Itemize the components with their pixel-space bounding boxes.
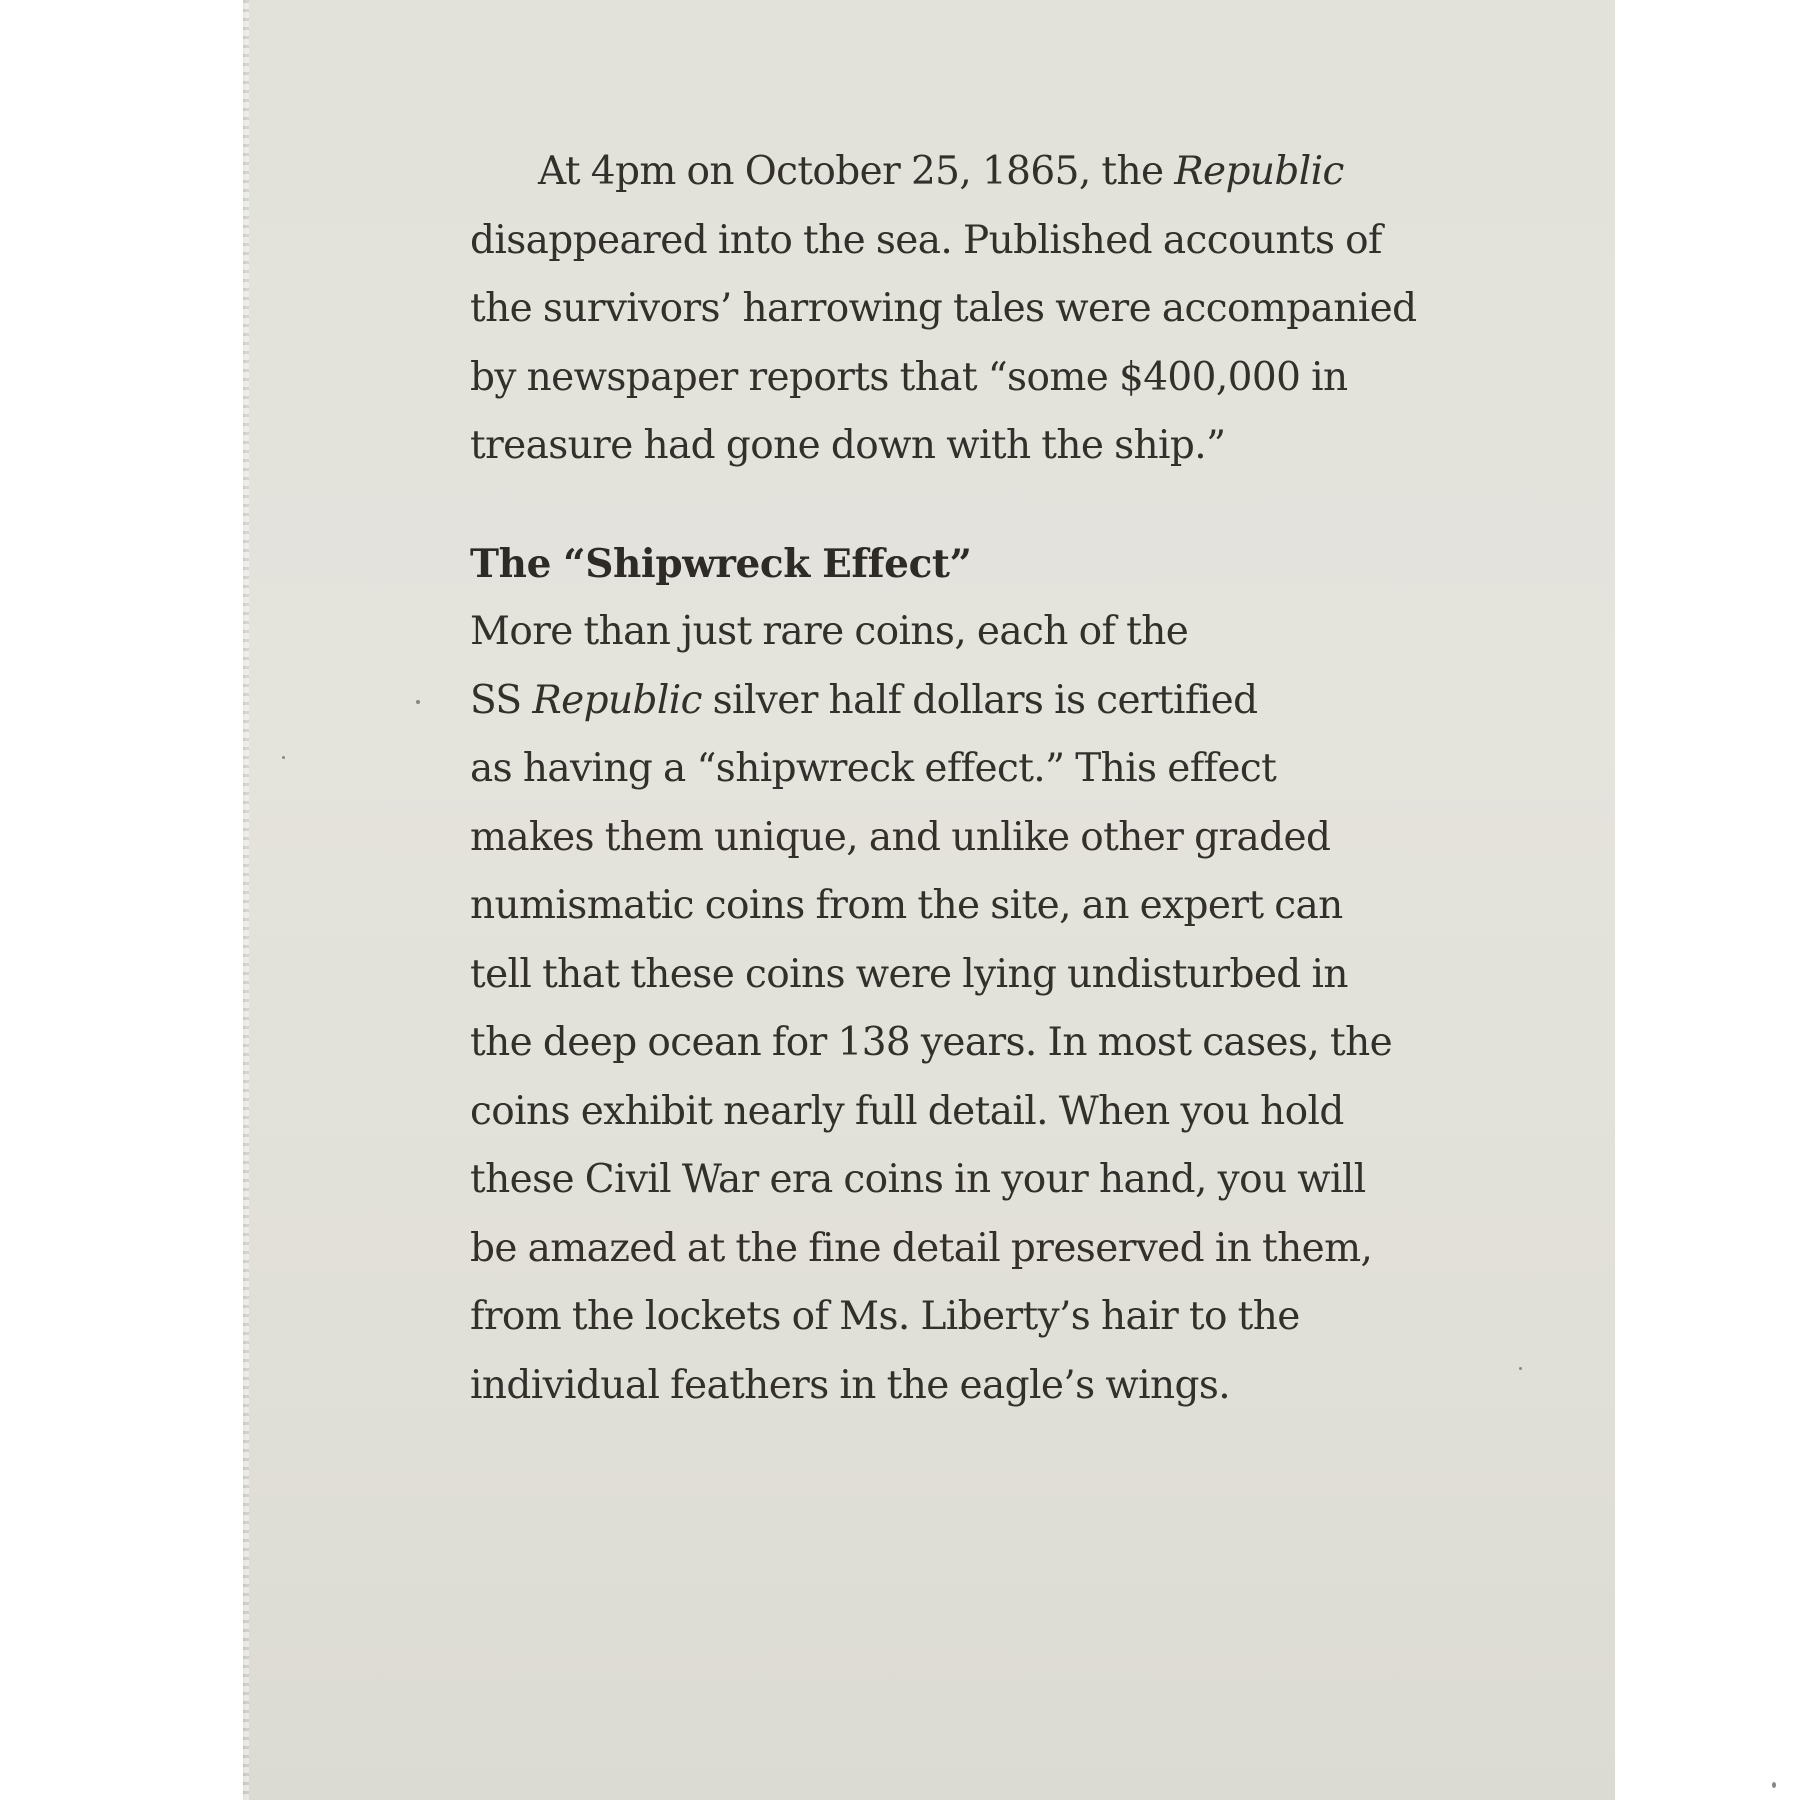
paragraph-gap bbox=[470, 481, 1450, 530]
text-line: from the lockets of Ms. Liberty’s hair to the bbox=[470, 1294, 1300, 1339]
paper-speck bbox=[1519, 1367, 1522, 1370]
text-line: individual feathers in the eagle’s wings. bbox=[470, 1362, 1231, 1408]
paper-speck bbox=[416, 700, 420, 704]
text-line: tell that these coins were lying undisturbed in bbox=[470, 951, 1348, 997]
text-line: these Civil War era coins in your hand, you will bbox=[470, 1157, 1366, 1202]
body-text bbox=[470, 138, 1450, 1420]
text-line: At 4pm on October 25, 1865, the Republic bbox=[538, 149, 1344, 194]
paper-speck bbox=[282, 756, 285, 759]
text-line: as having a “shipwreck effect.” This effect bbox=[470, 746, 1277, 791]
deckle-edge bbox=[243, 0, 249, 1800]
paper-speck bbox=[1772, 1782, 1776, 1788]
ship-name-italic: Republic bbox=[1174, 149, 1344, 194]
text-line: makes them unique, and unlike other graded bbox=[470, 814, 1331, 860]
text-line: the survivors’ harrowing tales were accompanied bbox=[470, 286, 1417, 331]
section-heading: The “Shipwreck Effect” bbox=[470, 540, 972, 587]
text-line: disappeared into the sea. Published accounts of bbox=[470, 217, 1382, 263]
text-line: SS Republic silver half dollars is certified bbox=[470, 677, 1258, 723]
text-line: by newspaper reports that “some $400,000 in bbox=[470, 354, 1348, 400]
ship-name-italic: Republic bbox=[532, 677, 702, 723]
text-line: numismatic coins from the site, an expert can bbox=[470, 883, 1343, 928]
text-line: the deep ocean for 138 years. In most cases, the bbox=[470, 1020, 1393, 1065]
text-line: coins exhibit nearly full detail. When you hold bbox=[470, 1088, 1344, 1134]
text-line: treasure had gone down with the ship.” bbox=[470, 423, 1226, 468]
text-line: More than just rare coins, each of the bbox=[470, 609, 1189, 654]
text-line: be amazed at the fine detail preserved in them, bbox=[470, 1225, 1373, 1271]
